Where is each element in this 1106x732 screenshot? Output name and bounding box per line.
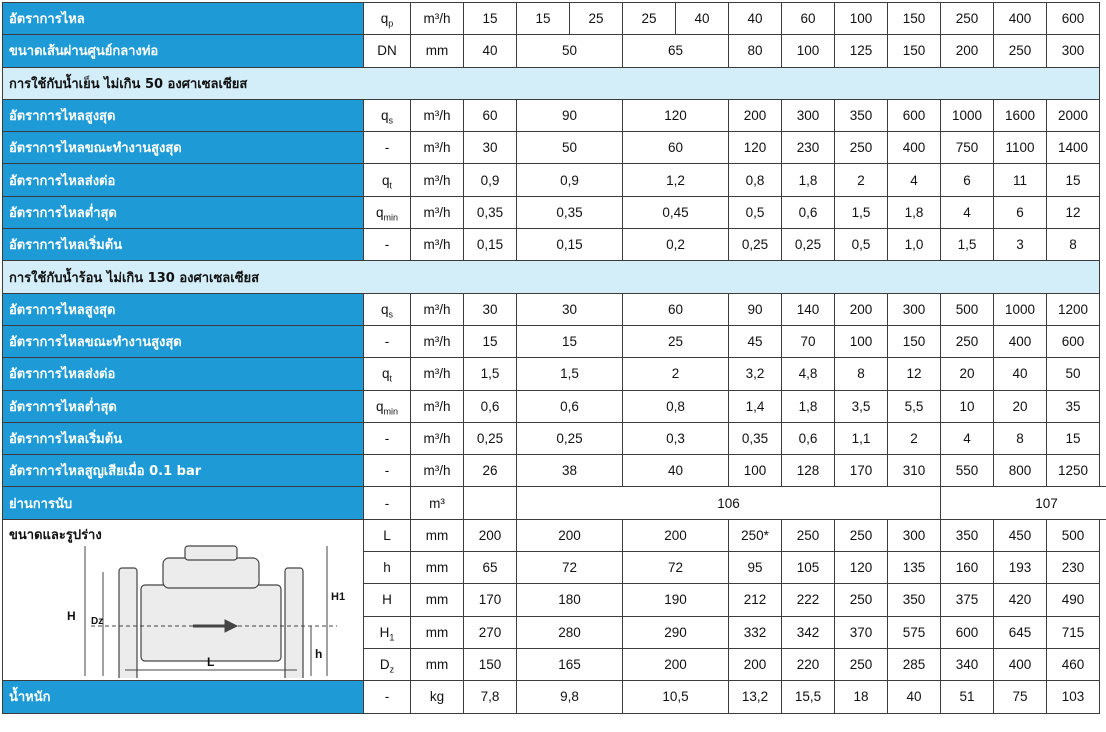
section-hot-water xyxy=(3,261,1106,293)
value-cell: 250 xyxy=(835,584,888,616)
value-cell: 375 xyxy=(941,584,994,616)
value-cell: 105 xyxy=(782,552,835,584)
value-cell: 15 xyxy=(517,325,623,357)
table-row xyxy=(3,99,1106,131)
value-cell: 11 xyxy=(994,164,1047,196)
value-cell: 8 xyxy=(1047,229,1100,261)
cold-water-rows xyxy=(3,99,1106,260)
unit-cell: mm xyxy=(411,35,464,67)
value-cell: 0,6 xyxy=(464,390,517,422)
unit-cell: mm xyxy=(411,616,464,648)
value-cell: 645 xyxy=(994,616,1047,648)
value-cell: 51 xyxy=(941,681,994,713)
value-cell: 40 xyxy=(888,681,941,713)
value-cell: 100 xyxy=(835,325,888,357)
value-cell: 2000 xyxy=(1047,99,1100,131)
diagram-label-h: h xyxy=(315,646,323,661)
row-label: อัตราการไหลต่ำสุด xyxy=(3,196,364,228)
value-cell: 40 xyxy=(994,358,1047,390)
unit-cell: m³/h xyxy=(411,293,464,325)
value-cell: 20 xyxy=(941,358,994,390)
value-cell: 125 xyxy=(835,35,888,67)
symbol-cell: $q_s$ xyxy=(364,99,411,131)
table-row xyxy=(3,132,1106,164)
value-cell: 200 xyxy=(729,648,782,680)
value-cell: 1,1 xyxy=(835,422,888,454)
symbol-cell: $q_p$ xyxy=(364,3,411,35)
symbol-cell: - xyxy=(364,229,411,261)
table-row xyxy=(3,390,1106,422)
value-cell: 170 xyxy=(835,455,888,487)
section-cold-water xyxy=(3,67,1106,99)
value-cell: 250 xyxy=(835,519,888,551)
value-cell: 6 xyxy=(941,164,994,196)
value-cell: 0,25 xyxy=(782,229,835,261)
value-cell: 106 xyxy=(517,487,941,519)
hot-water-rows xyxy=(3,293,1106,487)
value-cell: 25 xyxy=(570,3,623,35)
value-cell: 350 xyxy=(941,519,994,551)
value-cell: 0,25 xyxy=(464,422,517,454)
value-cell: 10,5 xyxy=(623,681,729,713)
symbol-cell: - xyxy=(364,455,411,487)
row-label: อัตราการไหลขณะทำงานสูงสุด xyxy=(3,325,364,357)
spec-table-wrapper xyxy=(2,2,1106,714)
symbol-cell: - xyxy=(364,422,411,454)
value-cell: 0,45 xyxy=(623,196,729,228)
value-cell: 9,8 xyxy=(517,681,623,713)
row-label: อัตราการไหลเริ่มต้น xyxy=(3,229,364,261)
value-cell: 4,8 xyxy=(782,358,835,390)
value-cell: 310 xyxy=(888,455,941,487)
value-cell: 350 xyxy=(835,99,888,131)
value-cell: 350 xyxy=(888,584,941,616)
value-cell: 270 xyxy=(464,616,517,648)
value-cell: 290 xyxy=(623,616,729,648)
value-cell: 0,3 xyxy=(623,422,729,454)
value-cell: 100 xyxy=(835,3,888,35)
value-cell: 400 xyxy=(994,325,1047,357)
table-row xyxy=(3,196,1106,228)
value-cell: 2 xyxy=(888,422,941,454)
value-cell: 450 xyxy=(994,519,1047,551)
row-label: อัตราการไหลขณะทำงานสูงสุด xyxy=(3,132,364,164)
unit-cell: m³/h xyxy=(411,3,464,35)
row-flow-rate xyxy=(3,3,1106,35)
value-cell: 600 xyxy=(1047,3,1100,35)
value-cell: 190 xyxy=(623,584,729,616)
value-cell: 6 xyxy=(994,196,1047,228)
value-cell: 300 xyxy=(888,519,941,551)
symbol-cell: $H_1$ xyxy=(364,616,411,648)
value-cell: 15 xyxy=(1047,164,1100,196)
value-cell: 0,5 xyxy=(729,196,782,228)
value-cell: 10 xyxy=(941,390,994,422)
row-label: อัตราการไหลส่งต่อ xyxy=(3,358,364,390)
table-row xyxy=(3,422,1106,454)
value-cell: 40 xyxy=(464,35,517,67)
value-cell: 150 xyxy=(888,35,941,67)
value-cell: 12 xyxy=(1047,196,1100,228)
value-cell: 600 xyxy=(1047,325,1100,357)
value-cell: 15 xyxy=(464,325,517,357)
row-label: อัตราการไหลสูงสุด xyxy=(3,99,364,131)
value-cell: 0,35 xyxy=(517,196,623,228)
value-cell: 220 xyxy=(782,648,835,680)
row-label: ย่านการนับ xyxy=(3,487,364,519)
right-flange xyxy=(285,568,303,678)
value-cell: 0,8 xyxy=(729,164,782,196)
value-cell: 1,8 xyxy=(888,196,941,228)
value-cell: 4 xyxy=(888,164,941,196)
row-label: อัตราการไหลสูญเสียเมื่อ 0.1 bar xyxy=(3,455,364,487)
symbol-cell: - xyxy=(364,325,411,357)
unit-cell: mm xyxy=(411,584,464,616)
value-cell: 200 xyxy=(517,519,623,551)
symbol-cell: H xyxy=(364,584,411,616)
value-cell: 460 xyxy=(1047,648,1100,680)
value-cell: 38 xyxy=(517,455,623,487)
symbol-cell: - xyxy=(364,487,411,519)
value-cell: 90 xyxy=(517,99,623,131)
table-row xyxy=(3,164,1106,196)
table-row xyxy=(3,455,1106,487)
value-cell: 1250 xyxy=(1047,455,1100,487)
value-cell: 4 xyxy=(941,196,994,228)
value-cell: 575 xyxy=(888,616,941,648)
value-cell: 1,5 xyxy=(835,196,888,228)
value-cell: 100 xyxy=(782,35,835,67)
value-cell: 1600 xyxy=(994,99,1047,131)
value-cell: 60 xyxy=(623,132,729,164)
symbol-cell: $D_z$ xyxy=(364,648,411,680)
value-cell: 0,25 xyxy=(729,229,782,261)
row-counting-range xyxy=(3,487,1106,519)
value-cell: 2 xyxy=(835,164,888,196)
value-cell: 150 xyxy=(464,648,517,680)
value-cell: 0,35 xyxy=(729,422,782,454)
value-cell: 212 xyxy=(729,584,782,616)
unit-cell: m³/h xyxy=(411,99,464,131)
water-meter-spec-table xyxy=(2,2,1106,714)
value-cell: 65 xyxy=(464,552,517,584)
value-cell: 400 xyxy=(994,648,1047,680)
value-cell: 0,35 xyxy=(464,196,517,228)
value-cell: 72 xyxy=(623,552,729,584)
value-cell: 120 xyxy=(835,552,888,584)
value-cell: 1000 xyxy=(941,99,994,131)
dimension-label-cell xyxy=(3,519,364,680)
value-cell: 370 xyxy=(835,616,888,648)
value-cell: 45 xyxy=(729,325,782,357)
value-cell: 250 xyxy=(941,3,994,35)
unit-cell: m³/h xyxy=(411,422,464,454)
value-cell: 3,5 xyxy=(835,390,888,422)
value-cell: 170 xyxy=(464,584,517,616)
value-cell: 300 xyxy=(888,293,941,325)
unit-cell: m³/h xyxy=(411,455,464,487)
value-cell: 20 xyxy=(994,390,1047,422)
value-cell: 103 xyxy=(1047,681,1100,713)
symbol-cell: $q_t$ xyxy=(364,358,411,390)
value-cell: 420 xyxy=(994,584,1047,616)
table-row xyxy=(3,229,1106,261)
value-cell: 140 xyxy=(782,293,835,325)
value-cell: 600 xyxy=(888,99,941,131)
value-cell: 30 xyxy=(464,132,517,164)
value-cell: 60 xyxy=(782,3,835,35)
meter-register xyxy=(163,558,259,588)
value-cell: 3,2 xyxy=(729,358,782,390)
value-cell: 13,2 xyxy=(729,681,782,713)
row-label: น้ำหนัก xyxy=(3,681,364,713)
dimension-title: ขนาดและรูปร่าง xyxy=(9,527,102,543)
symbol-cell: DN xyxy=(364,35,411,67)
value-cell: 550 xyxy=(941,455,994,487)
unit-cell: m³/h xyxy=(411,325,464,357)
value-cell: 0,9 xyxy=(464,164,517,196)
value-cell: 2 xyxy=(623,358,729,390)
value-cell: 40 xyxy=(623,455,729,487)
value-cell: 180 xyxy=(517,584,623,616)
unit-cell: m³/h xyxy=(411,164,464,196)
value-cell: 193 xyxy=(994,552,1047,584)
diagram-label-H: H xyxy=(67,608,76,623)
dimension-rows xyxy=(3,519,1106,680)
value-cell: 60 xyxy=(464,99,517,131)
value-cell: 0,5 xyxy=(835,229,888,261)
value-cell: 15 xyxy=(517,3,570,35)
value-cell: 50 xyxy=(517,35,623,67)
unit-cell: mm xyxy=(411,552,464,584)
value-cell: 340 xyxy=(941,648,994,680)
value-cell: 135 xyxy=(888,552,941,584)
water-meter-dimension-diagram xyxy=(61,540,351,678)
value-cell: 800 xyxy=(994,455,1047,487)
value-cell: 160 xyxy=(941,552,994,584)
value-cell: 50 xyxy=(1047,358,1100,390)
unit-cell: m³/h xyxy=(411,358,464,390)
value-cell: 165 xyxy=(517,648,623,680)
value-cell: 50 xyxy=(517,132,623,164)
value-cell xyxy=(464,487,517,519)
value-cell: 15,5 xyxy=(782,681,835,713)
row-weight xyxy=(3,681,1106,713)
diagram-label-L: L xyxy=(207,654,215,669)
value-cell: 26 xyxy=(464,455,517,487)
unit-cell: m³/h xyxy=(411,132,464,164)
symbol-cell: - xyxy=(364,681,411,713)
value-cell: 18 xyxy=(835,681,888,713)
value-cell: 0,15 xyxy=(464,229,517,261)
unit-cell: m³/h xyxy=(411,229,464,261)
value-cell: 600 xyxy=(941,616,994,648)
row-label: อัตราการไหล xyxy=(3,3,364,35)
symbol-cell: L xyxy=(364,519,411,551)
symbol-cell: - xyxy=(364,132,411,164)
value-cell: 0,6 xyxy=(782,422,835,454)
row-label: อัตราการไหลเริ่มต้น xyxy=(3,422,364,454)
value-cell: 500 xyxy=(941,293,994,325)
value-cell: 200 xyxy=(623,519,729,551)
value-cell: 250 xyxy=(835,132,888,164)
value-cell: 1200 xyxy=(1047,293,1100,325)
symbol-cell: $q_{min}$ xyxy=(364,390,411,422)
table-row xyxy=(3,358,1106,390)
value-cell: 60 xyxy=(623,293,729,325)
value-cell: 128 xyxy=(782,455,835,487)
row-label: อัตราการไหลสูงสุด xyxy=(3,293,364,325)
meter-cap xyxy=(185,546,237,560)
unit-cell: m³/h xyxy=(411,390,464,422)
value-cell: 1,2 xyxy=(623,164,729,196)
value-cell: 30 xyxy=(464,293,517,325)
value-cell: 12 xyxy=(888,358,941,390)
value-cell: 30 xyxy=(517,293,623,325)
unit-cell: m³/h xyxy=(411,196,464,228)
value-cell: 100 xyxy=(729,455,782,487)
value-cell: 250 xyxy=(994,35,1047,67)
row-label: อัตราการไหลส่งต่อ xyxy=(3,164,364,196)
value-cell: 1,5 xyxy=(941,229,994,261)
value-cell: 0,25 xyxy=(517,422,623,454)
symbol-cell: $q_t$ xyxy=(364,164,411,196)
meter-pipe-body xyxy=(141,585,281,661)
unit-cell: kg xyxy=(411,681,464,713)
unit-cell: mm xyxy=(411,519,464,551)
value-cell: 120 xyxy=(623,99,729,131)
value-cell: 1,0 xyxy=(888,229,941,261)
value-cell: 230 xyxy=(782,132,835,164)
value-cell: 250 xyxy=(782,519,835,551)
value-cell: 107 xyxy=(941,487,1106,519)
value-cell: 400 xyxy=(994,3,1047,35)
row-label: ขนาดเส้นผ่านศูนย์กลางท่อ xyxy=(3,35,364,67)
value-cell: 5,5 xyxy=(888,390,941,422)
row-label: อัตราการไหลต่ำสุด xyxy=(3,390,364,422)
value-cell: 285 xyxy=(888,648,941,680)
value-cell: 95 xyxy=(729,552,782,584)
value-cell: 150 xyxy=(888,3,941,35)
value-cell: 1000 xyxy=(994,293,1047,325)
unit-cell: m³ xyxy=(411,487,464,519)
value-cell: 400 xyxy=(888,132,941,164)
value-cell: 4 xyxy=(941,422,994,454)
value-cell: 1,5 xyxy=(517,358,623,390)
value-cell: 715 xyxy=(1047,616,1100,648)
value-cell: 300 xyxy=(1047,35,1100,67)
value-cell: 7,8 xyxy=(464,681,517,713)
value-cell: 250 xyxy=(835,648,888,680)
value-cell: 8 xyxy=(994,422,1047,454)
value-cell: 1,8 xyxy=(782,164,835,196)
value-cell: 72 xyxy=(517,552,623,584)
value-cell: 150 xyxy=(888,325,941,357)
value-cell: 200 xyxy=(623,648,729,680)
value-cell: 0,2 xyxy=(623,229,729,261)
value-cell: 1,5 xyxy=(464,358,517,390)
diagram-label-H1: H1 xyxy=(331,590,346,603)
table-row xyxy=(3,325,1106,357)
value-cell: 35 xyxy=(1047,390,1100,422)
value-cell: 15 xyxy=(464,3,517,35)
value-cell: 0,9 xyxy=(517,164,623,196)
value-cell: 200 xyxy=(941,35,994,67)
value-cell: 120 xyxy=(729,132,782,164)
value-cell: 500 xyxy=(1047,519,1100,551)
table-row xyxy=(3,293,1106,325)
value-cell: 750 xyxy=(941,132,994,164)
value-cell: 25 xyxy=(623,325,729,357)
left-flange xyxy=(119,568,137,678)
value-cell: 80 xyxy=(729,35,782,67)
value-cell: 0,15 xyxy=(517,229,623,261)
value-cell: 75 xyxy=(994,681,1047,713)
value-cell: 222 xyxy=(782,584,835,616)
value-cell: 200 xyxy=(464,519,517,551)
diagram-label-Dz: Dz xyxy=(91,615,104,627)
symbol-cell: $q_{min}$ xyxy=(364,196,411,228)
value-cell: 70 xyxy=(782,325,835,357)
value-cell: 1400 xyxy=(1047,132,1100,164)
value-cell: 8 xyxy=(835,358,888,390)
value-cell: 230 xyxy=(1047,552,1100,584)
value-cell: 15 xyxy=(1047,422,1100,454)
value-cell: 342 xyxy=(782,616,835,648)
value-cell: 332 xyxy=(729,616,782,648)
value-cell: 40 xyxy=(729,3,782,35)
value-cell: 0,8 xyxy=(623,390,729,422)
value-cell: 300 xyxy=(782,99,835,131)
value-cell: 250* xyxy=(729,519,782,551)
value-cell: 0,6 xyxy=(782,196,835,228)
table-row xyxy=(3,519,1106,551)
unit-cell: mm xyxy=(411,648,464,680)
value-cell: 40 xyxy=(676,3,729,35)
value-cell: 0,6 xyxy=(517,390,623,422)
row-pipe-diameter xyxy=(3,35,1106,67)
symbol-cell: $q_s$ xyxy=(364,293,411,325)
value-cell: 280 xyxy=(517,616,623,648)
value-cell: 200 xyxy=(729,99,782,131)
value-cell: 1100 xyxy=(994,132,1047,164)
value-cell: 200 xyxy=(835,293,888,325)
value-cell: 250 xyxy=(941,325,994,357)
value-cell: 490 xyxy=(1047,584,1100,616)
section-heading: การใช้กับน้ำเย็น ไม่เกิน 50 องศาเซลเซียส xyxy=(3,67,1100,99)
value-cell: 1,8 xyxy=(782,390,835,422)
value-cell: 1,4 xyxy=(729,390,782,422)
value-cell: 65 xyxy=(623,35,729,67)
value-cell: 90 xyxy=(729,293,782,325)
value-cell: 25 xyxy=(623,3,676,35)
section-heading: การใช้กับน้ำร้อน ไม่เกิน 130 องศาเซลเซียส xyxy=(3,261,1100,293)
value-cell: 3 xyxy=(994,229,1047,261)
symbol-cell: h xyxy=(364,552,411,584)
